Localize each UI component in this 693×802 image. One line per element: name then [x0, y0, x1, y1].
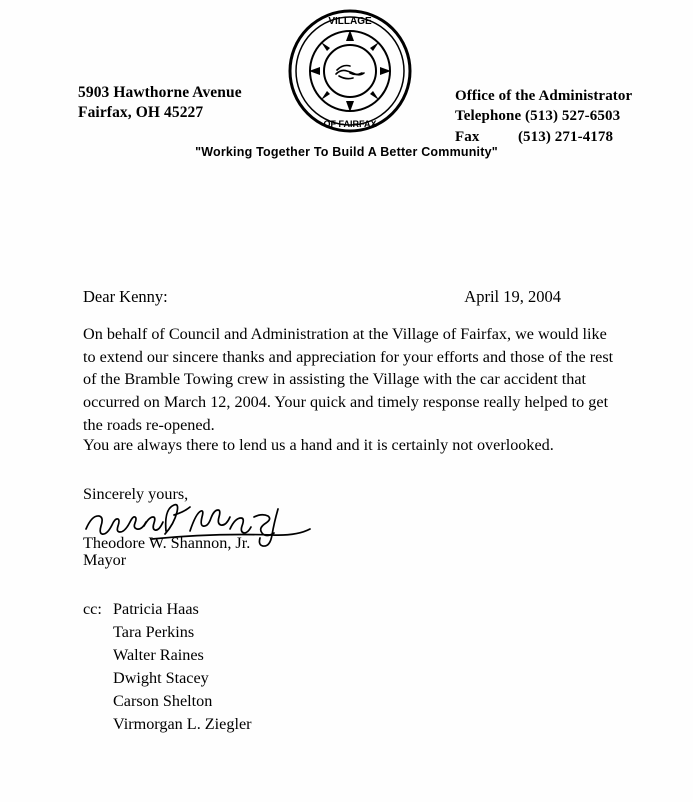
- salutation: Dear Kenny:: [83, 287, 168, 306]
- cc-recipient: Tara Perkins: [113, 623, 195, 641]
- svg-text:OF FAIRFAX: OF FAIRFAX: [323, 119, 377, 129]
- address-line-2: Fairfax, OH 45227: [78, 104, 204, 122]
- salutation-row: [83, 287, 613, 307]
- address-line-1: 5903 Hawthorne Avenue: [78, 84, 242, 101]
- signer-title: Mayor: [83, 551, 127, 569]
- village-seal-icon: [287, 8, 413, 134]
- office-contact-info: [455, 86, 632, 147]
- paragraph-2: You are always there to lend us a hand and it is certainly not overlooked.: [83, 436, 554, 454]
- cc-recipient: Carson Shelton: [113, 692, 213, 710]
- cc-recipient: Virmorgan L. Ziegler: [113, 715, 252, 733]
- office-title: Office of the Administrator: [455, 88, 633, 104]
- svg-text:VILLAGE: VILLAGE: [328, 16, 372, 27]
- cc-recipient: Dwight Stacey: [113, 669, 209, 687]
- signer-name: Theodore W. Shannon, Jr.: [83, 534, 251, 552]
- cc-block: [83, 598, 252, 736]
- telephone-line: Telephone (513) 527-6503: [455, 108, 621, 125]
- cc-recipient-list: [83, 598, 252, 736]
- village-address: [78, 83, 242, 124]
- letterhead: [0, 0, 693, 170]
- fax-line: Fax (513) 271-4178: [455, 128, 614, 145]
- cc-recipient: Patricia Haas: [113, 600, 199, 618]
- cc-recipient: Walter Raines: [113, 646, 204, 664]
- paragraph-1: On behalf of Council and Administration at the Village of Fairfax, we would like to extend our sincere thanks and appreciation for your efforts and those of the rest of the Bramble Towing crew in assisting the Village with the car accident that occurred on March 12, 2004. Your quick and timely response really helped to get the roads re-opened.: [83, 325, 614, 434]
- closing-line: Sincerely yours,: [83, 485, 189, 503]
- letter-date: April 19, 2004: [464, 287, 561, 306]
- cc-label: cc:: [83, 600, 102, 618]
- village-motto: "Working Together To Build A Better Community": [195, 145, 498, 159]
